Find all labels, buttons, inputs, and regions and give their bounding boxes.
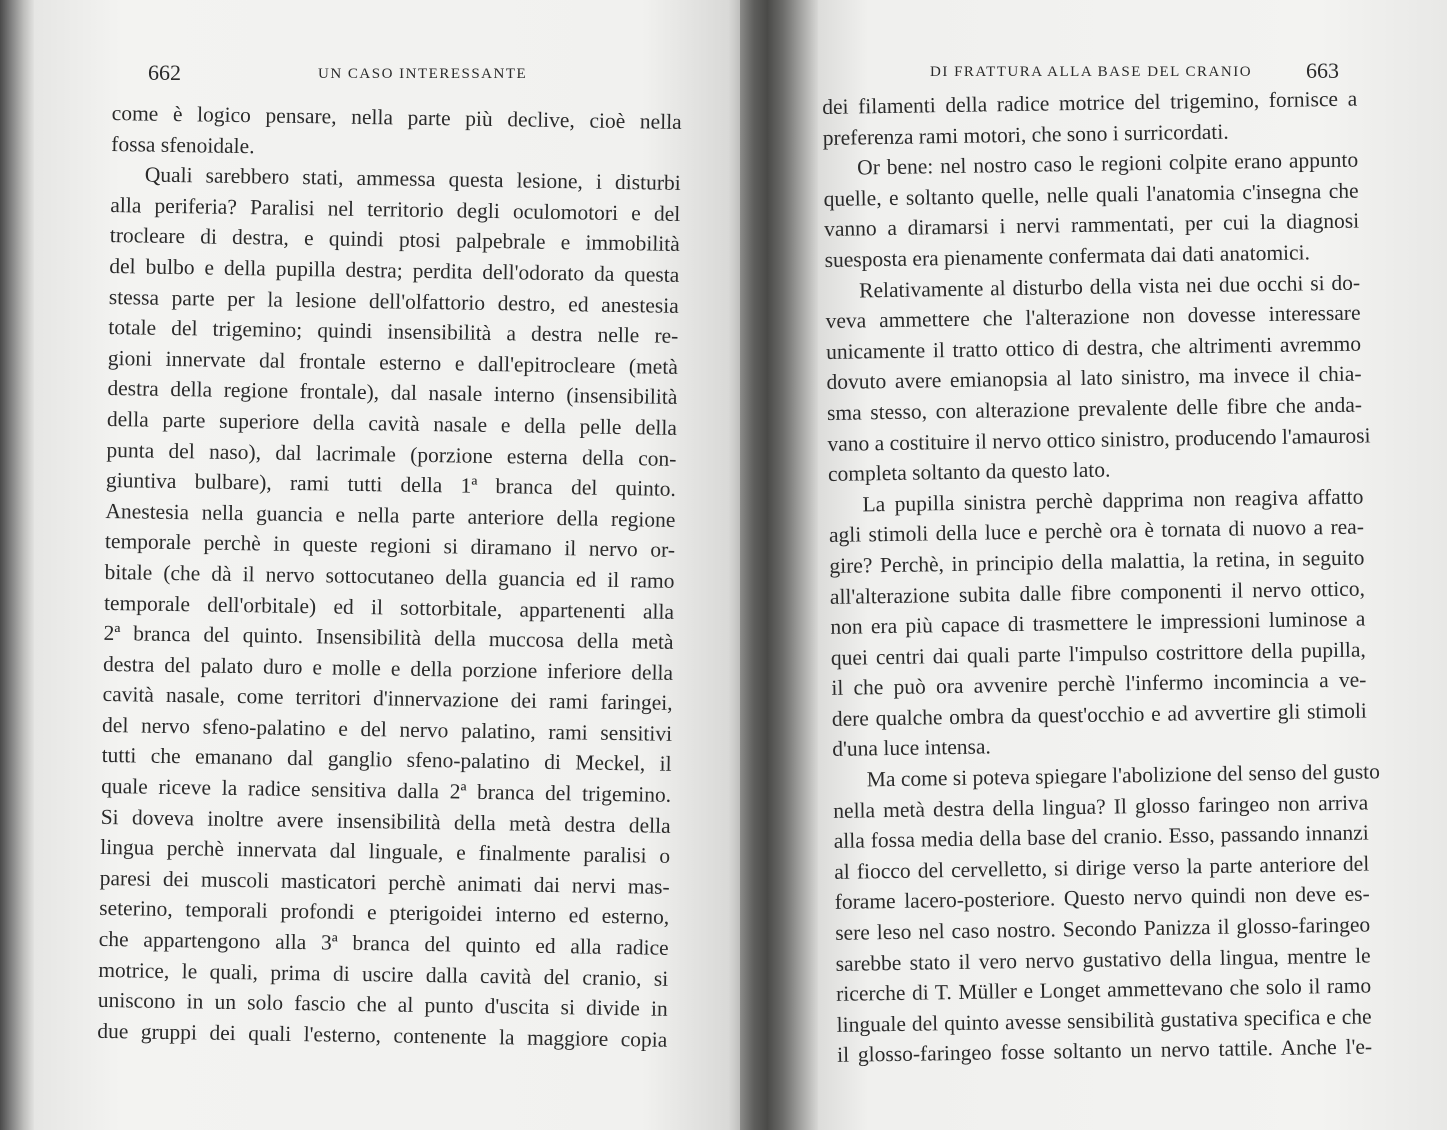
right-page-number: 663	[1306, 58, 1339, 83]
text-line: seterino, temporali profondi e pterigoidei interno ed esterno,	[99, 896, 670, 930]
text-line: alla fossa media della base del cranio. Esso, passando innanzi	[833, 820, 1369, 854]
text-line: quelle, e soltanto quelle, nelle quali l'anatomia c'insegna che	[823, 178, 1359, 211]
text-line: gioni innervate dal frontale esterno e dall'epitrocleare (metà	[107, 345, 679, 379]
text-line: come è logico pensare, nella parte più declive, cioè nella	[111, 100, 682, 134]
page-edge-shadow	[0, 0, 34, 1130]
text-line: il che può ora avvenire perchè l'infermo incomincia a ve-	[831, 667, 1367, 701]
text-line: completa soltanto da questo lato.	[827, 457, 1111, 487]
text-line: temporale dell'orbitale) ed il sottorbitale, appartenenti alla	[103, 590, 675, 624]
text-line: non era più capace di trasmettere le impressioni luminose a	[830, 606, 1366, 640]
text-line: linguale del quinto avesse sensibilità gustativa specifica e che	[836, 1004, 1372, 1037]
text-line: all'alterazione subita dalle fibre componenti il nervo ottico,	[829, 576, 1366, 609]
text-line: agli stimoli della luce e perchè ora è tornata di nuovo a rea-	[828, 514, 1365, 548]
text-line: alla periferia? Paralisi nel territorio degli oculomotori e del	[110, 192, 681, 226]
text-line: dere qualche ombra da quest'occhio e ad avvertire gli stimoli	[831, 698, 1367, 731]
text-line: al fiocco del cervelletto, si dirige verso la parte anteriore del	[834, 851, 1370, 884]
text-line: fossa sfenoidale.	[111, 131, 255, 158]
text-line: bitale (che dà il nervo sottocutaneo della guancia ed il ramo	[104, 559, 675, 593]
text-line: Anestesia nella guancia e nella parte anteriore della regione	[105, 498, 676, 532]
text-line: sarebbe stato il vero nervo gustativo della lingua, mentre le	[835, 943, 1371, 976]
text-line: sere leso nel caso nostro. Secondo Panizza il glosso-faringeo	[835, 912, 1371, 945]
text-line: trocleare di destra, e quindi ptosi palpebrale e immobilità	[109, 223, 680, 257]
text-line: del nervo sfeno-palatino e del nervo palatino, rami sensitivi	[101, 712, 673, 746]
text-line: temporale perchè in queste regioni si diramano il nervo or-	[104, 529, 676, 563]
text-line: Si doveva inoltre avere insensibilità della metà destra della	[100, 804, 671, 838]
text-line: stessa parte per la lesione dell'olfattorio destro, ed anestesia	[108, 284, 679, 318]
text-line: vanno a diramarsi i nervi rammentati, per cui la diagnosi	[823, 208, 1360, 242]
text-line: Quali sarebbero stati, ammessa questa lesione, i disturbi	[144, 162, 681, 196]
left-page-number: 662	[148, 60, 181, 85]
text-line: punta del naso), dal lacrimale (porzione esterna della con-	[106, 437, 677, 471]
text-line: nella metà destra della lingua? Il glosso faringeo non arriva	[833, 790, 1369, 823]
text-line: della parte superiore della cavità nasale e della pelle della	[106, 406, 678, 440]
text-line: destra della regione frontale), dal nasale interno (insensibilità	[107, 376, 678, 410]
text-line: dovuto avere emianopsia al lato sinistro, ma invece il chia-	[826, 361, 1362, 395]
text-line: ricerche di T. Müller e Longet ammettevano che solo il ramo	[835, 973, 1372, 1007]
text-line: vano a costituire il nervo ottico sinistro, producendo l'amaurosi	[827, 422, 1371, 456]
text-line: suesposta era pienamente confermata dai dati anatomici.	[824, 240, 1311, 272]
right-running-head: DI FRATTURA ALLA BASE DEL CRANIO	[930, 64, 1253, 80]
text-line: destra del palato duro e molle e della porzione inferiore della	[102, 651, 674, 685]
text-line: paresi dei muscoli masticatori perchè animati dai nervi mas-	[99, 865, 670, 899]
text-line: veva ammettere che l'alterazione non dovesse interessare	[825, 300, 1361, 334]
text-line: lingua perchè innervata dal linguale, e finalmente paralisi o	[100, 835, 671, 869]
text-line: sma stesso, con alterazione prevalente delle fibre che anda-	[826, 392, 1363, 425]
text-line: Ma come si poteva spiegare l'abolizione del senso del gusto	[866, 759, 1381, 792]
text-line: Or bene: nel nostro caso le regioni colpite erano appunto	[857, 147, 1359, 180]
text-line: 2ª branca del quinto. Insensibilità della muccosa della metà	[103, 621, 674, 654]
text-line: unicamente il tratto ottico di destra, che altrimenti avremmo	[825, 331, 1362, 364]
left-page-body	[97, 98, 682, 1055]
text-line: il glosso-faringeo fosse soltanto un nervo tattile. Anche l'e-	[836, 1034, 1373, 1068]
text-line: uniscono in un solo fascio che al punto d'uscita si divide in	[97, 988, 668, 1022]
text-line: due gruppi dei quali l'esterno, contenente la maggiore copia	[97, 1018, 668, 1052]
text-line: giuntiva bulbare), rami tutti della 1ª branca del quinto.	[105, 468, 677, 502]
text-line: dei filamenti della radice motrice del trigemino, fornisce a	[822, 86, 1358, 119]
text-line: tutti che emanano dal ganglio sfeno-palatino di Meckel, il	[101, 743, 672, 777]
text-line: motrice, le quali, prima di uscire dalla cavità del cranio, si	[98, 957, 669, 991]
text-line: forame lacero-posteriore. Questo nervo quindi non deve es-	[834, 881, 1370, 915]
text-line: La pupilla sinistra perchè dapprima non reagiva affatto	[862, 484, 1364, 517]
book-gutter	[740, 0, 818, 1130]
text-line: quale riceve la radice sensitiva dalla 2ª branca del trigemino.	[101, 773, 672, 807]
text-line: d'una luce intensa.	[832, 734, 991, 762]
text-line: Relativamente al disturbo della vista nei due occhi si do-	[858, 270, 1361, 303]
text-line: del bulbo e della pupilla destra; perdita dell'odorato da questa	[109, 253, 680, 287]
text-line: cavità nasale, come territori d'innervazione dei rami faringei,	[102, 682, 673, 716]
text-line: quei centri dai quali parte l'impulso costrittore della pupilla,	[830, 637, 1367, 670]
text-line: preferenza rami motori, che sono i surricordati.	[822, 119, 1229, 150]
left-running-head: UN CASO INTERESSANTE	[318, 66, 528, 82]
right-page-body	[822, 84, 1381, 1071]
text-line: gire? Perchè, in principio della malattia, la retina, in seguito	[829, 545, 1365, 578]
text-line: totale del trigemino; quindi insensibilità a destra nelle re-	[108, 315, 679, 349]
text-line: che appartengono alla 3ª branca del quinto ed alla radice	[98, 926, 669, 960]
